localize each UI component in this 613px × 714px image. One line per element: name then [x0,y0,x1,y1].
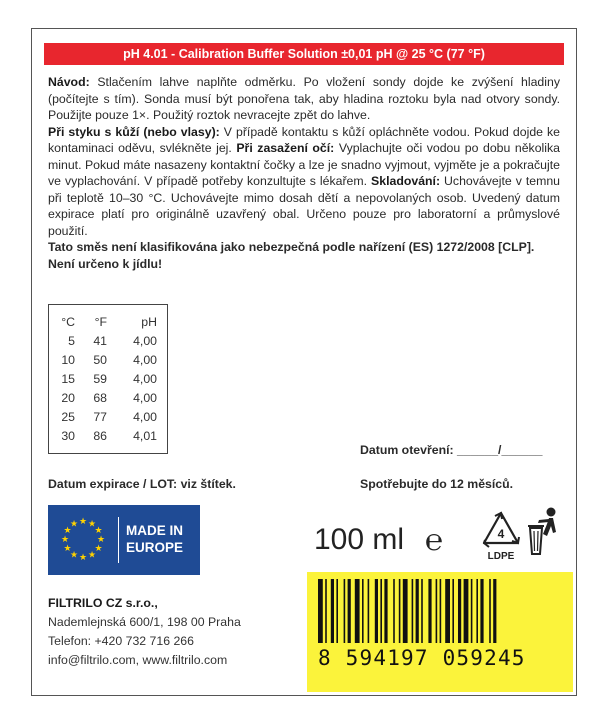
svg-text:★: ★ [60,534,70,544]
ph-temperature-table [48,304,168,454]
instructions-block [48,74,560,272]
storage-text: Uchovávejte v temnu při teplotě 10–30 °C. Uchovávejte mimo dosah dětí a nepovolaných osob. Uvedený datum expirace platí pro originálně uzavřený obal. Určeno pouze pro laboratorní a průmyslové použití. [48,174,560,238]
company-web: info@filtrilo.com, www.filtrilo.com [48,653,228,667]
cell-celsius: 10 [61,353,75,367]
made-in-europe-badge [48,505,200,575]
volume-label: 100 ml [314,523,405,556]
cell-celsius: 20 [61,391,75,405]
product-title-banner: pH 4.01 - Calibration Buffer Solution ±0,01 pH @ 25 °C (77 °F) [44,43,564,65]
navod-label: Návod: [48,75,90,89]
svg-text:★: ★ [63,525,72,535]
cell-celsius: 25 [61,410,75,424]
company-address: Nademlejnská 600/1, 198 00 Praha [48,615,241,629]
cell-ph: 4,00 [133,334,157,348]
cell-celsius: 15 [61,372,75,386]
cell-ph: 4,00 [133,372,157,386]
cell-fahrenheit: 68 [93,391,107,405]
barcode-number: 8 594197 059245 [318,646,526,670]
expiry-lot-note: Datum expirace / LOT: viz štítek. [48,477,236,491]
svg-text:★: ★ [94,525,103,535]
company-info [48,594,241,670]
cell-fahrenheit: 59 [93,372,107,386]
company-phone: Telefon: +420 732 716 266 [48,634,194,648]
table-row [49,353,167,371]
cell-fahrenheit: 86 [93,429,107,443]
header-celsius: °C [61,315,75,329]
recycle-material: LDPE [487,551,515,562]
svg-text:★: ★ [78,552,88,562]
cell-ph: 4,00 [133,410,157,424]
table-header-row [49,315,167,333]
estimated-sign-icon: ℮ [425,523,444,558]
cell-celsius: 5 [68,334,75,348]
storage-label: Skladování: [371,174,441,188]
svg-text:★: ★ [63,543,72,553]
cell-ph: 4,00 [133,391,157,405]
svg-text:★: ★ [78,516,88,526]
tidyman-icon [523,506,563,562]
table-row [49,391,167,409]
cell-celsius: 30 [61,429,75,443]
skin-text: V případě kontaktu s kůží opláchněte vodou. Pokud dojde ke kontaminaci oděvu, svlékněte jej. [48,124,560,155]
svg-text:★: ★ [94,543,103,553]
eyes-text: Vyplachujte oči vodou po dobu několika minut. Pokud máte nasazeny kontaktní čočky a lze je snadno vyjmout, vyjměte je a pokračujte ve vyplachování. V případě potřeby konzultujte s lékařem. [48,141,560,188]
cell-fahrenheit: 50 [93,353,107,367]
table-row [49,410,167,428]
table-row [49,429,167,447]
recycle-number: 4 [497,527,505,541]
svg-text:★: ★ [87,518,97,529]
table-row [49,372,167,390]
cell-fahrenheit: 77 [93,410,107,424]
ean-barcode [318,579,558,643]
eu-stars-icon [48,505,118,575]
cell-ph: 4,01 [133,429,157,443]
recycle-ldpe-icon [478,510,524,564]
navod-text: Stlačením lahve naplňte odměrku. Po vložení sondy dojde ke zvýšení hladiny (počítejte s tím). Sonda musí být ponořena tak, aby hladina roztoku byla nad otvory sondy. Použijte pouze 1×. Použitý roztok nevracejte zpět do lahve. [48,75,560,122]
svg-text:★: ★ [96,534,106,544]
made-in-line: MADE IN [126,523,183,538]
classification-note: Tato směs není klasifikována jako nebezpečná podle nařízení (ES) 1272/2008 [CLP]. [48,240,535,254]
cell-ph: 4,00 [133,353,157,367]
header-fahrenheit: °F [94,315,107,329]
badge-divider [118,517,119,563]
made-in-europe-text [126,522,183,556]
cell-fahrenheit: 41 [93,334,107,348]
svg-text:★: ★ [87,549,97,560]
europe-line: EUROPE [126,540,184,555]
header-ph: pH [141,315,157,329]
not-food-warning: Není určeno k jídlu! [48,256,163,271]
use-by-note: Spotřebujte do 12 měsíců. [360,477,514,491]
company-name: FILTRILO CZ s.r.o., [48,596,158,610]
eyes-label: Při zasažení očí: [236,141,335,155]
svg-text:★: ★ [69,549,79,560]
svg-text:★: ★ [69,518,79,529]
opening-date-field: Datum otevření: ______/______ [360,443,543,457]
table-row [49,334,167,352]
skin-label: Při styku s kůží (nebo vlasy): [48,124,220,139]
